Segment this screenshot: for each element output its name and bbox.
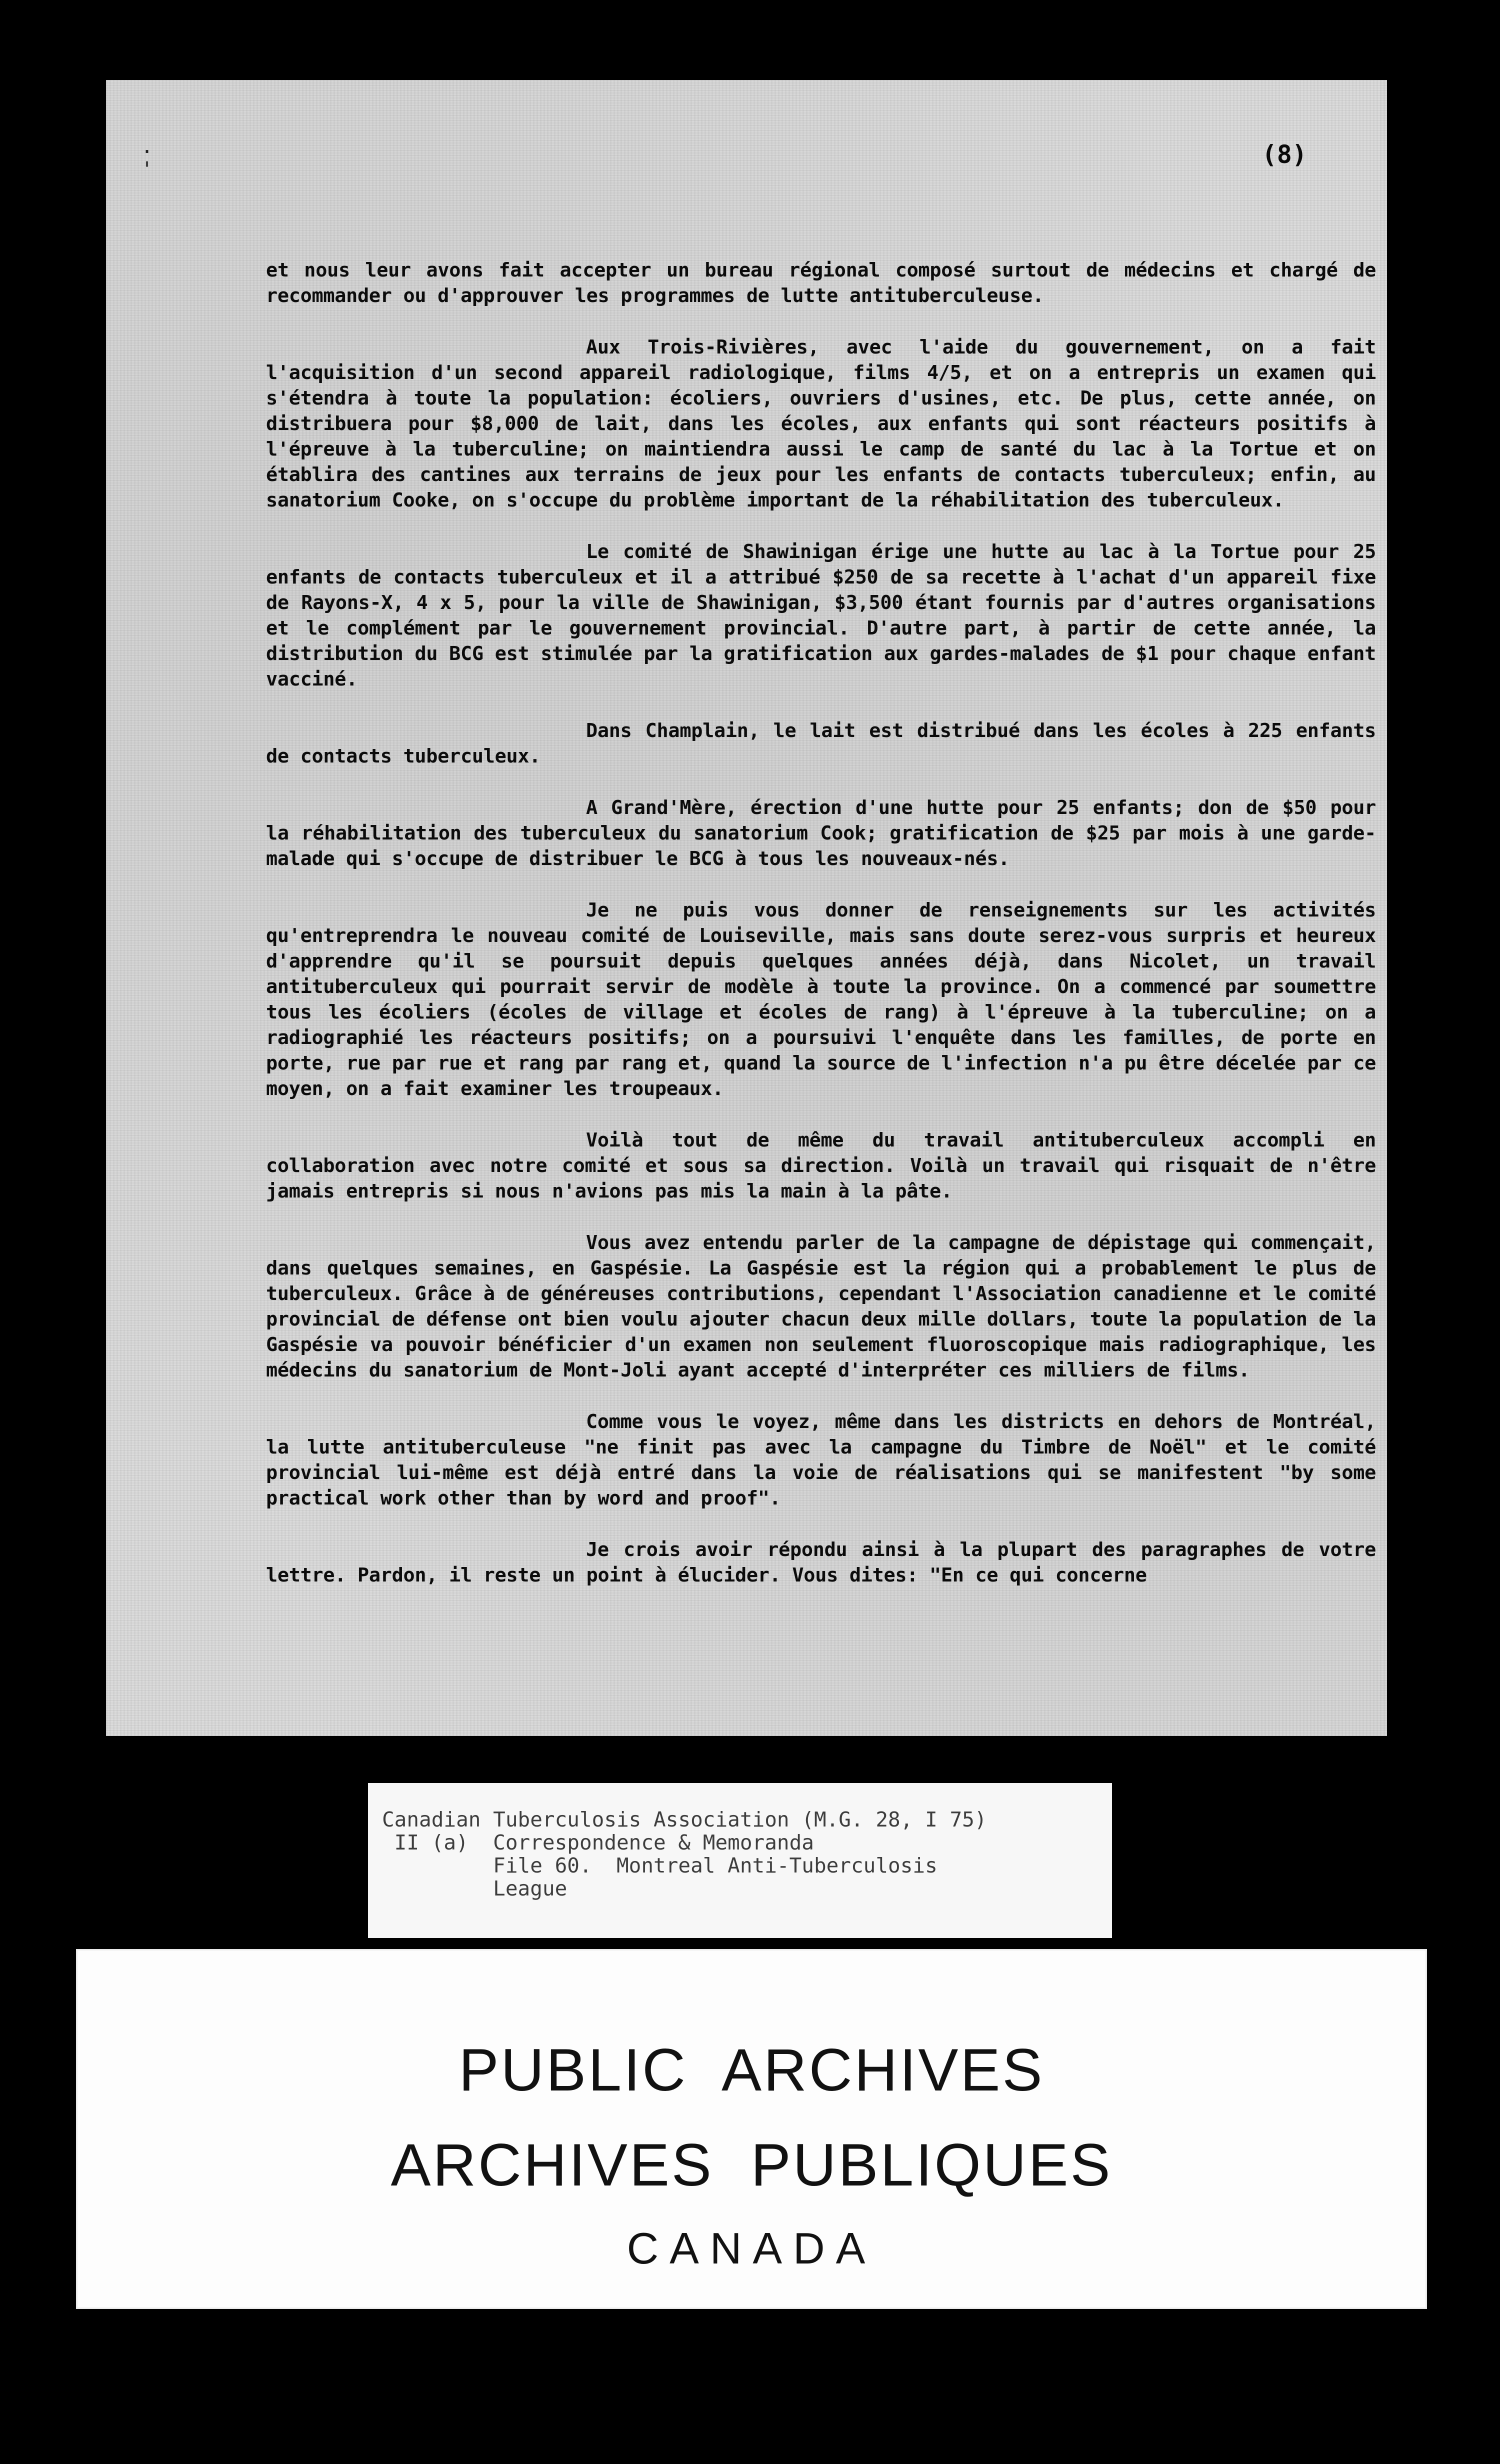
letter-paragraph: Comme vous le voyez, même dans les districts en dehors de Montréal, la lutte antituberculeuse "ne finit pas avec la campagne du Timbre de Noël" et le comité provincial lui-même est déjà entré dans la voie de réalisations qui se manifestent "by some practical work other than by word and proof". bbox=[266, 1410, 1376, 1510]
scanned-letter-page bbox=[106, 80, 1387, 1736]
reference-label-line: II (a) Correspondence & Memoranda bbox=[382, 1830, 814, 1854]
letter-body bbox=[266, 258, 1376, 1614]
archive-country: CANADA bbox=[626, 2224, 876, 2273]
public-archives-card bbox=[76, 1949, 1427, 2309]
letter-paragraph: A Grand'Mère, érection d'une hutte pour 25 enfants; don de $50 pour la réhabilitation des tuberculeux du sanatorium Cook; gratification de $25 par mois à une garde-malade qui s'occupe de distribuer le BCG à tous les nouveaux-nés. bbox=[266, 796, 1376, 870]
letter-paragraph: Je crois avoir répondu ainsi à la plupart des paragraphes de votre lettre. Pardon, il reste un point à élucider. Vous dites: "En ce qui concerne bbox=[266, 1538, 1376, 1586]
reference-label-line: Canadian Tuberculosis Association (M.G. 28, I 75) bbox=[382, 1808, 987, 1832]
margin-marks: . ' bbox=[141, 135, 154, 181]
reference-label-line: League bbox=[382, 1876, 568, 1900]
reference-label-line: File 60. Montreal Anti-Tuberculosis bbox=[382, 1854, 938, 1878]
letter-paragraph: et nous leur avons fait accepter un bureau régional composé surtout de médecins et chargé de recommander ou d'approuver les programmes de lutte antituberculeuse. bbox=[266, 259, 1376, 307]
letter-paragraph: Dans Champlain, le lait est distribué dans les écoles à 225 enfants de contacts tuberculeux. bbox=[266, 720, 1376, 768]
archive-title-english: PUBLIC ARCHIVES bbox=[458, 2036, 1044, 2104]
archive-title-french: ARCHIVES PUBLIQUES bbox=[390, 2132, 1112, 2198]
letter-paragraph: Vous avez entendu parler de la campagne de dépistage qui commençait, dans quelques semaines, en Gaspésie. La Gaspésie est la région qui a probablement le plus de tuberculeux. Grâce à de généreuses contributions, cependant l'Association canadienne et le comité provincial de défense ont bien voulu ajouter chacun deux mille dollars, toute la population de la Gaspésie va pouvoir bénéficier d'un examen non seulement fluoroscopique mais radiographique, les médecins du sanatorium de Mont-Joli ayant accepté d'interpréter ces milliers de films. bbox=[266, 1232, 1376, 1382]
letter-paragraph: Aux Trois-Rivières, avec l'aide du gouvernement, on a fait l'acquisition d'un second appareil radiologique, films 4/5, et on a entrepris un examen qui s'étendra à toute la population: écoliers, ouvriers d'usines, etc. De plus, cette année, on distribuera pour $8,000 de lait, dans les écoles, aux enfants qui sont réacteurs positifs à l'épreuve à la tuberculine; on maintiendra aussi le camp de santé du lac à la Tortue et on établira des cantines aux terrains de jeux pour les enfants de contacts tuberculeux; enfin, au sanatorium Cooke, on s'occupe du problème important de la réhabilitation des tuberculeux. bbox=[266, 336, 1376, 512]
letter-paragraph: Voilà tout de même du travail antituberculeux accompli en collaboration avec notre comité et sous sa direction. Voilà un travail qui risquait de n'être jamais entrepris si nous n'avions pas mis la main à la pâte. bbox=[266, 1129, 1376, 1202]
letter-paragraph: Je ne puis vous donner de renseignements sur les activités qu'entreprendra le nouveau comité de Louiseville, mais sans doute serez-vous surpris et heureux d'apprendre qu'il se poursuit depuis quelques années déjà, dans Nicolet, un travail antituberculeux qui pourrait servir de modèle à toute la province. On a commencé par soumettre tous les écoliers (écoles de village et écoles de rang) à l'épreuve à la tuberculine; on a radiographié les réacteurs positifs; on a poursuivi l'enquête dans les familles, de porte en porte, rue par rue et rang par rang et, quand la source de l'infection n'a pu être décelée par ce moyen, on a fait examiner les troupeaux. bbox=[266, 899, 1376, 1100]
reference-label bbox=[368, 1783, 1112, 1938]
letter-paragraph: Le comité de Shawinigan érige une hutte au lac à la Tortue pour 25 enfants de contacts tuberculeux et il a attribué $250 de sa recette à l'achat d'un appareil fixe de Rayons-X, 4 x 5, pour la ville de Shawinigan, $3,500 étant fournis par d'autres organisations et le complément par le gouvernement provincial. D'autre part, à partir de cette année, la distribution du BCG est stimulée par la gratification aux gardes-malades de $1 pour chaque enfant vacciné. bbox=[266, 540, 1376, 690]
page-number: (8) bbox=[1262, 140, 1307, 169]
